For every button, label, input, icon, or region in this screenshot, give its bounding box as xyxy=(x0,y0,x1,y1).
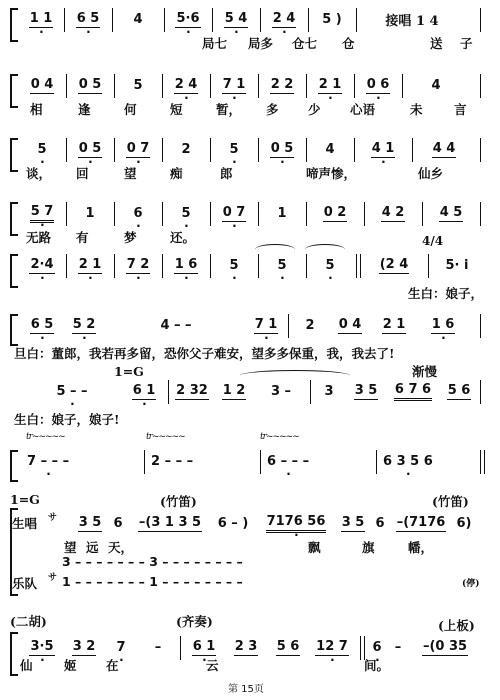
tempo-mark: 渐慢 xyxy=(412,364,438,379)
key-signature: 1=G xyxy=(114,364,144,379)
lyric: 仓七 xyxy=(292,36,318,51)
spoken-line: 生白：娘子， xyxy=(408,286,484,301)
lyric: 仓 xyxy=(342,36,355,51)
measure: 1 1 . xyxy=(22,9,60,29)
measure: 4 xyxy=(133,11,143,27)
instrument-cue: (竹笛) xyxy=(432,494,469,509)
measure: 2 4 . xyxy=(264,9,304,29)
lyric: 局多 xyxy=(248,36,274,51)
page-number: 第 15页 xyxy=(228,684,264,695)
stop-cue: (停) xyxy=(462,579,480,589)
measure: 5·6 . xyxy=(168,9,208,29)
trill-mark: tr~~~~~ xyxy=(26,432,65,442)
part-label-vocal: 生唱 xyxy=(12,516,38,531)
key-signature: 1=G xyxy=(10,492,40,507)
part-label-band: 乐队 xyxy=(12,576,38,591)
spoken-line: 旦白：董郎，我若再多留，恐你父子难安，望多多保重，我，我去了! xyxy=(14,346,395,361)
measure: 接唱 1 4 xyxy=(385,13,439,29)
lyric: 局七 xyxy=(202,36,228,51)
score-page: 1 1 . 6 5 . 4 5·6 . 5 4 . 2 4 . 5 ) 接唱 1 4 局七 局多 仓七 仓 送 子 0 4 0 5 5 2 4 . 7 1 . 2 2 2 1 . 0 6 . 4 相 逢 何 短 暂， 多 少 心语 未 言 5 . 0 5 . 0 7 . 2 5 . 0 5 . 4 4 1 . 4 4 谈， 回 望 痴 郎 啼声惨， 仙乡 5 7 . 1 6 . 5 . 0 7 . 1 0 2 4 2 4 5 无路 有 梦 还。 4/4 2·4 . 2 1 . 7 2 . 1 6 . 5 . 5 . 5 . (2 4 5· i 生白：娘子， 6 5 . 5 2 . 4 – – 7 1 . 2 0 4 2 1 1 6 . 旦白：董郎，我若再多留，恐你父子难安，望多多保重，我，我去了! 1=G 渐慢 5 – – . 6 1 . 2 32 1 2 3 – 3 3 5 6 7 6 5 6 生白：娘子，娘子! tr~~~~~ tr~~~~~ tr~~~~~ 7 – – – . 2 – – – 6 – – – . 6 3 5 6 . 1=G (竹笛) (竹笛) 生唱 サ 3 5 6 –(3 1 3 5 6 – ) 7176 56 . 3 5 6 –(7176 6) 望 远 天， 飘 旗 幡， 3 – – – – – – – 3 – – – – – – – – 乐队 サ 1 – – – – – – – 1 – – – – – – – – (停) (二胡) (齐奏) (上板) 3·5 . 3 2 7 . – 6 1 . 2 3 5 6 12 7 . 6 . – –(0 35 仙 姬 在 云 间。 第 15页 xyxy=(0,0,500,700)
trill-mark: tr~~~~~ xyxy=(146,432,185,442)
beat-mark: (上板) xyxy=(438,618,475,633)
instrument-cue: (齐奏) xyxy=(176,614,213,629)
measure: 5 ) xyxy=(322,11,342,27)
instrument-cue: (竹笛) xyxy=(160,494,197,509)
band-line-1: 3 – – – – – – – 3 – – – – – – – – xyxy=(62,554,243,569)
instrument-cue: (二胡) xyxy=(10,614,47,629)
trill-mark: tr~~~~~ xyxy=(260,432,299,442)
staff xyxy=(20,6,492,32)
system-brace xyxy=(10,8,18,42)
band-line-2: 1 – – – – – – – 1 – – – – – – – – xyxy=(62,574,243,589)
measure: 5 4 . xyxy=(216,9,256,29)
lyric: 送 xyxy=(430,36,443,51)
measure: 6 5 . xyxy=(68,9,108,29)
time-signature: 4/4 xyxy=(422,234,444,248)
spoken-line: 生白：娘子，娘子! xyxy=(14,412,120,427)
lyric: 子 xyxy=(460,36,473,51)
